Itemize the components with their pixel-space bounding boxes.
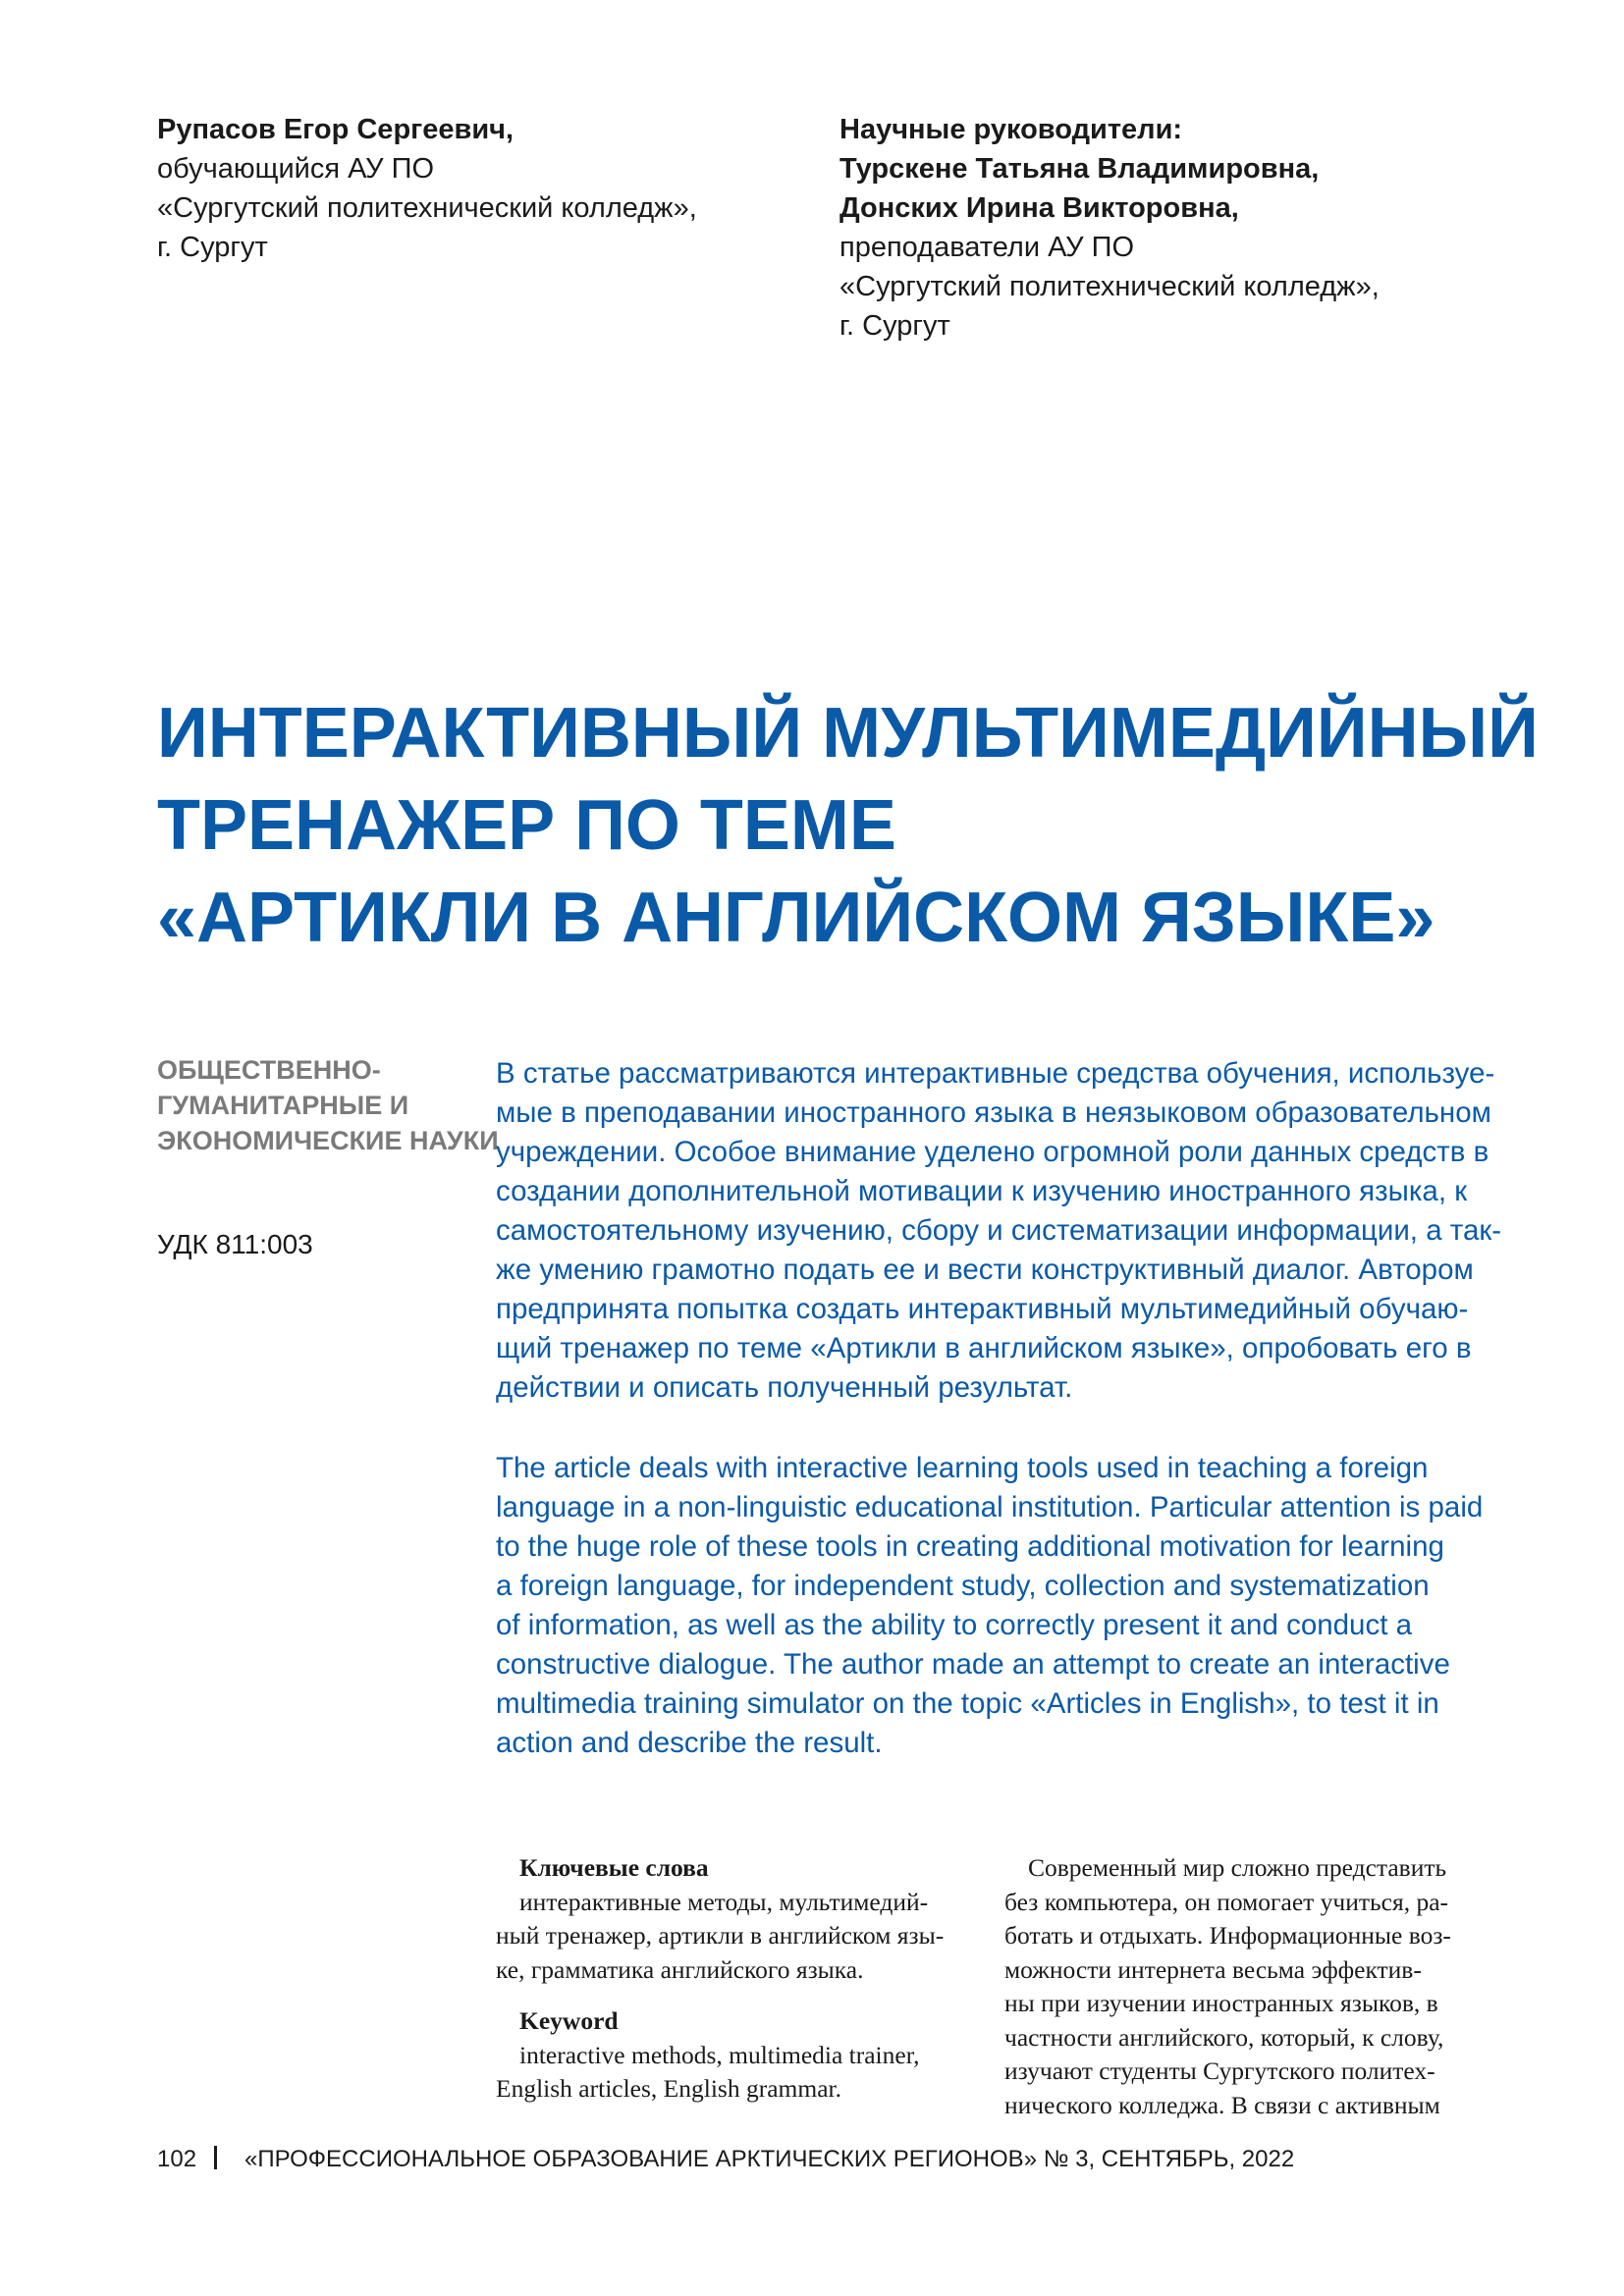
abstract-russian (496, 1054, 1527, 1408)
keywords-en-heading: Keyword (519, 2006, 619, 2035)
article-title (157, 687, 1539, 964)
supervisor-name: Донских Ирина Викторовна, (839, 192, 1239, 224)
abstract-line: щий тренажер по теме «Артикли в английском языке», опробовать его в (496, 1332, 1472, 1364)
page-number: 102 (157, 2146, 197, 2172)
body-line: нического колледжа. В связи с активным (1004, 2090, 1440, 2119)
abstract-line: предпринята попытка создать интерактивный мультимедийный обучаю- (496, 1293, 1469, 1325)
abstract-line: of information, as well as the ability to correctly present it and conduct a (496, 1609, 1412, 1641)
author-block (157, 110, 697, 267)
keywords-line: ке, грамматика английского языка. (496, 1954, 864, 1984)
abstract-line: language in a non-linguistic educational institution. Particular attention is paid (496, 1491, 1484, 1523)
page-footer (157, 2146, 1294, 2173)
abstract-line: The article deals with interactive learning tools used in teaching a foreign (496, 1452, 1429, 1484)
abstract-line: учреждении. Особое внимание уделено огромной роли данных средств в (496, 1136, 1489, 1168)
supervisors-city: г. Сургут (839, 310, 950, 342)
author-affiliation-line: «Сургутский политехнический колледж», (157, 192, 697, 224)
abstract-line: to the huge role of these tools in creating additional motivation for learning (496, 1530, 1444, 1563)
supervisor-name: Турскене Татьяна Владимировна, (839, 153, 1320, 185)
abstract-line: multimedia training simulator on the topic «Articles in English», to test it in (496, 1687, 1439, 1720)
keywords-block (496, 1851, 982, 2107)
section-line: ОБЩЕСТВЕННО- (157, 1055, 381, 1085)
keywords-heading: Ключевые слова (519, 1853, 709, 1882)
body-line: изучают студенты Сургутского политех- (1004, 2056, 1435, 2085)
footer-divider (214, 2146, 217, 2169)
body-line: ны при изучении иностранных языков, в (1004, 1989, 1438, 2017)
supervisors-affiliation-line: преподаватели АУ ПО (839, 232, 1135, 263)
title-line: ТРЕНАЖЕР ПО ТЕМЕ (157, 786, 896, 865)
udk-code: УДК 811:003 (157, 1229, 313, 1259)
body-line: ботать и отдыхать. Информационные воз- (1004, 1921, 1451, 1949)
keywords-en-line: interactive methods, multimedia trainer, (519, 2040, 920, 2069)
keywords-line: ный тренажер, артикли в английском язы- (496, 1921, 945, 1949)
author-name: Рупасов Егор Сергеевич, (157, 114, 514, 145)
body-line: Современный мир сложно представить (1028, 1853, 1447, 1882)
title-line: «АРТИКЛИ В АНГЛИЙСКОМ ЯЗЫКЕ» (157, 879, 1435, 957)
supervisors-block (839, 110, 1380, 346)
section-line: ГУМАНИТАРНЫЕ И (157, 1091, 409, 1120)
section-line: ЭКОНОМИЧЕСКИЕ НАУКИ (157, 1126, 499, 1155)
author-affiliation-line: обучающийся АУ ПО (157, 153, 435, 185)
abstract-line: мые в преподавании иностранного языка в неязыковом образовательном (496, 1096, 1491, 1129)
abstract-line: создании дополнительной мотивации к изучению иностранного языка, к (496, 1175, 1468, 1207)
keywords-line: интерактивные методы, мультимедий- (519, 1887, 929, 1916)
author-city: г. Сургут (157, 232, 268, 263)
abstract-line: a foreign language, for independent study, collection and systematization (496, 1570, 1430, 1602)
body-column (1004, 1851, 1490, 2122)
title-line: ИНТЕРАКТИВНЫЙ МУЛЬТИМЕДИЙНЫЙ (157, 694, 1539, 773)
supervisors-affiliation-line: «Сургутский политехнический колледж», (839, 271, 1380, 302)
abstract-english (496, 1449, 1527, 1763)
abstract-line: действии и описать полученный результат. (496, 1371, 1073, 1404)
abstract-line: constructive dialogue. The author made an attempt to create an interactive (496, 1648, 1450, 1681)
keywords-en-line: English articles, English grammar. (496, 2074, 841, 2103)
body-line: частности английского, который, к слову, (1004, 2022, 1444, 2052)
abstract-line: самостоятельному изучению, сбору и систематизации информации, а так- (496, 1214, 1502, 1247)
body-line: без компьютера, он помогает учиться, ра- (1004, 1887, 1449, 1916)
supervisors-heading: Научные руководители: (839, 114, 1183, 145)
journal-name: «ПРОФЕССИОНАЛЬНОЕ ОБРАЗОВАНИЕ АРКТИЧЕСКИХ РЕГИОНОВ» № 3, СЕНТЯБРЬ, 2022 (244, 2146, 1295, 2172)
body-line: можности интернета весьма эффектив- (1004, 1954, 1422, 1984)
section-label (157, 1052, 499, 1158)
abstract-line: action and describe the result. (496, 1727, 883, 1759)
abstract-line: В статье рассматриваются интерактивные средства обучения, используе- (496, 1057, 1495, 1090)
abstract-line: же умению грамотно подать ее и вести конструктивный диалог. Автором (496, 1254, 1474, 1286)
